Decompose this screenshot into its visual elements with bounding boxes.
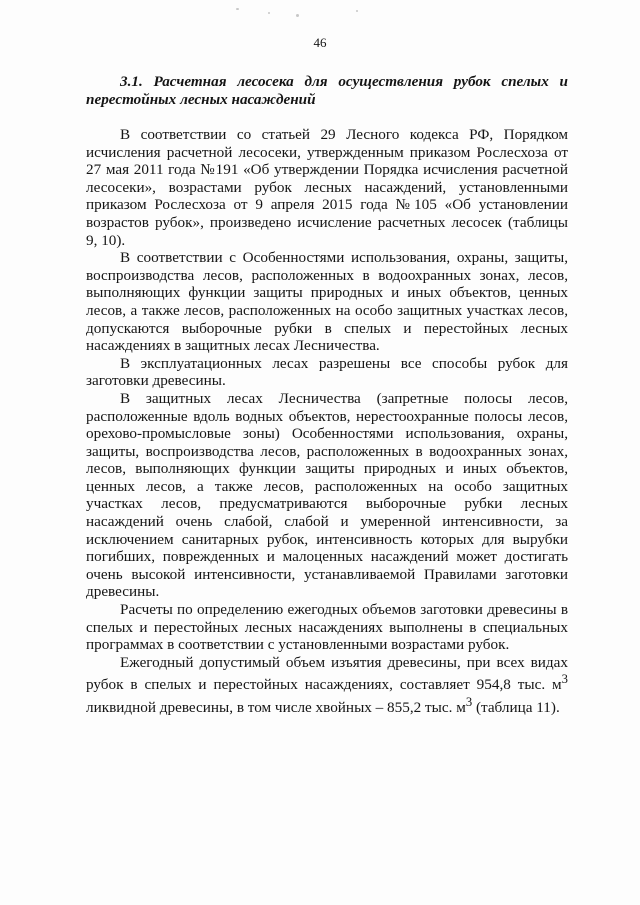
unit-superscript: 3 bbox=[561, 672, 568, 687]
unit-superscript: 3 bbox=[465, 695, 473, 710]
paragraph: В эксплуатационных лесах разрешены все способы рубок для заготовки древесины. bbox=[86, 354, 568, 390]
paragraph: Расчеты по определению ежегодных объемов заготовки древесины в спелых и перестойных лесных насаждениях выполнены в специальных программах в соответствии с установленными возрастами рубок. bbox=[86, 601, 568, 654]
body-text bbox=[86, 126, 568, 717]
scan-speck bbox=[296, 14, 299, 17]
paragraph: В защитных лесах Лесничества (запретные полосы лесов, расположенные вдоль водных объектов, нерестоохранные полосы лесов, орехово-промысловые зоны) Особенностями использования, охраны, защиты, воспроизводства лесов, расположенных в водоохранных зонах, лесов, выполняющих функции защиты природных и иных объектов, ценных лесов, а также лесов, расположенных на особо защитных участках лесов, предусматриваются выборочные рубки лесных насаждений очень слабой, слабой и умеренной интенсивности, за исключением санитарных рубок, интенсивность которых для вырубки погибших, поврежденных и малоценных насаждений может достигать очень высокой интенсивности, устанавливаемой Правилами заготовки древесины. bbox=[86, 389, 568, 601]
paragraph-text: ликвидной древесины, в том числе хвойных – 855,2 тыс. м bbox=[86, 699, 466, 717]
paragraph-annual-volume bbox=[86, 654, 568, 717]
scan-speck bbox=[236, 8, 239, 10]
paragraph: В соответствии с Особенностями использования, охраны, защиты, воспроизводства лесов, расположенных в водоохранных зонах, лесов, выполняющих функции защиты природных и иных объектов, ценных лесов, а также лесов, расположенных на особо защитных участках лесов, допускаются выборочные рубки в спелых и перестойных лесных насаждениях в защитных лесах Лесничества. bbox=[86, 249, 568, 355]
paragraph: В соответствии со статьей 29 Лесного кодекса РФ, Порядком исчисления расчетной лесосеки, утвержденным приказом Рослесхоза от 27 мая 2011 года №191 «Об утверждении Порядка исчисления расчетной лесосеки», возрастами рубок лесных насаждений, установленными приказом Рослесхоза от 9 апреля 2015 года №105 «Об установлении возрастов рубок», произведено исчисление расчетных лесосек (таблицы 9, 10). bbox=[86, 126, 568, 249]
page-number: 46 bbox=[313, 35, 327, 50]
scan-speck bbox=[356, 10, 358, 12]
scan-speck bbox=[268, 12, 270, 14]
section-heading: 3.1. Расчетная лесосека для осуществления рубок спелых и перестойных лесных насаждений bbox=[86, 73, 568, 108]
paragraph-text: (таблица 11). bbox=[472, 699, 560, 717]
paragraph-text: Ежегодный допустимый объем изъятия древесины, при всех видах рубок в спелых и перестойных насаждениях, составляет 954,8 тыс. м bbox=[86, 653, 568, 694]
